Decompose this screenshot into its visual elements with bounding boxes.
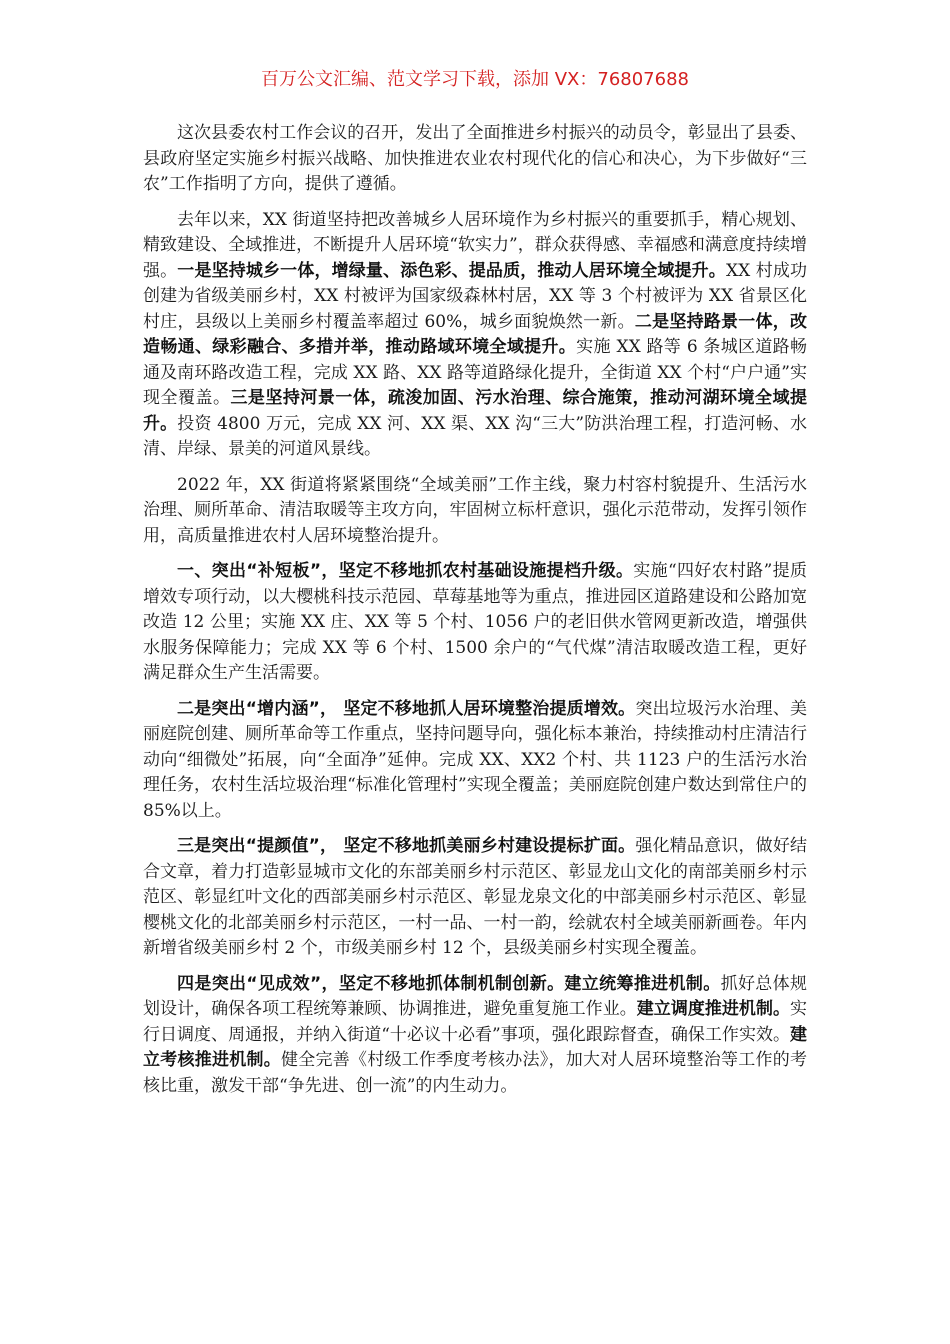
bold-heading-run: 三是坚持河景一体，疏浚加固、污水治理、综合施策，推动河湖环境全域提升。 xyxy=(143,388,808,434)
paragraph-7 xyxy=(143,972,807,1100)
bold-heading-run: 建立调度推进机制。 xyxy=(636,999,791,1019)
paragraph-1 xyxy=(143,121,807,198)
text-run: 去年以来，XX 街道坚持把改善城乡人居环境作为乡村振兴的重要抓手，精心规划、精致建设、全域推进，不断提升人居环境“软实力”，群众获得感、幸福感和满意度持续增强。 xyxy=(143,209,807,281)
text-run: XX 村成功创建为省级美丽乡村，XX 村被评为国家级森林村居，XX 等 3 个村被评为 XX 省景区化村庄，县级以上美丽乡村覆盖率超过 60%，城乡面貌焕然一新。 xyxy=(143,260,808,332)
paragraph-6 xyxy=(143,834,807,962)
paragraph-4 xyxy=(143,559,807,687)
text-run: 投资 4800 万元，完成 XX 河、XX 渠、XX 沟“三大”防洪治理工程，打造河畅、水清、岸绿、景美的河道风景线。 xyxy=(143,413,807,459)
paragraph-3 xyxy=(143,473,807,550)
text-run: 2022 年，XX 街道将紧紧围绕“全域美丽”工作主线，聚力村容村貌提升、生活污水治理、厕所革命、清洁取暖等主攻方向，牢固树立标杆意识，强化示范带动，发挥引领作用，高质量推进农村人居环境整治提升。 xyxy=(143,474,807,546)
text-run: 健全完善《村级工作季度考核办法》，加大对人居环境整治等工作的考核比重，激发干部“争先进、创一流”的内生动力。 xyxy=(143,1050,807,1096)
bold-heading-run: 建立考核推进机制。 xyxy=(143,1024,807,1070)
bold-heading-run: 一是坚持城乡一体，增绿量、添色彩、提品质，推动人居环境全域提升。 xyxy=(177,260,726,281)
text-run: 强化精品意识，做好结合文章，着力打造彰显城市文化的东部美丽乡村示范区、彰显龙山文化的南部美丽乡村示范区、彰显红叶文化的西部美丽乡村示范区、彰显龙泉文化的中部美丽乡村示范区、彰显樱桃文化的北部美丽乡村示范区，一村一品、一村一韵，绘就农村全域美丽新画卷。年内新增省级美丽乡村 2 个，市级美丽乡村 12 个，县级美丽乡村实现全覆盖。 xyxy=(143,836,807,958)
paragraph-2 xyxy=(143,208,807,463)
paragraph-5 xyxy=(143,697,807,825)
bold-heading-run: 二是突出“增内涵”， 坚定不移地抓人居环境整治提质增效。 xyxy=(177,698,636,719)
bold-heading-run: 一、突出“补短板”，坚定不移地抓农村基础设施提档升级。 xyxy=(177,561,634,581)
text-run: 实施“四好农村路”提质增效专项行动，以大樱桃科技示范园、草莓基地等为重点，推进园区道路建设和公路加宽改造 12 公里；实施 XX 庄、XX 等 5 个村、1056 户的老旧供水管网更新改造，增强供水服务保障能力；完成 XX 等 6 个村、1500 余户的“气代煤”清洁取暖改造工程，更好满足群众生产生活需要。 xyxy=(143,561,807,683)
promo-banner: 百万公文汇编、范文学习下载，添加 VX：76807688 xyxy=(261,69,689,90)
article-body xyxy=(143,121,807,1109)
text-run: 实行日调度、周通报，并纳入街道“十必议十必看”事项，强化跟踪督查，确保工作实效。 xyxy=(143,999,808,1045)
text-run: 抓好总体规划设计，确保各项工程统筹兼顾、协调推进，避免重复施工作业。 xyxy=(143,973,807,1019)
text-run: 实施 XX 路等 6 条城区道路畅通及南环路改造工程，完成 XX 路、XX 路等道路绿化提升，全街道 XX 个村“户户通”实现全覆盖。 xyxy=(143,337,808,408)
bold-heading-run: 三是突出“提颜值”， 坚定不移地抓美丽乡村建设提标扩面。 xyxy=(177,836,636,856)
text-run: 这次县委农村工作会议的召开，发出了全面推进乡村振兴的动员令，彰显出了县委、县政府坚定实施乡村振兴战略、加快推进农业农村现代化的信心和决心，为下步做好“三农”工作指明了方向，提供了遵循。 xyxy=(143,123,807,194)
text-run: 突出垃圾污水治理、美丽庭院创建、厕所革命等工作重点，坚持问题导向，强化标本兼治，持续推动村庄清洁行动向“细微处”拓展，向“全面净”延伸。完成 XX、XX2 个村、共 1123 户的生活污水治理任务，农村生活垃圾治理“标准化管理村”实现全覆盖；美丽庭院创建户数达到常住户的 85%以上。 xyxy=(143,698,807,821)
bold-heading-run: 四是突出“见成效”，坚定不移地抓体制机制创新。建立统筹推进机制。 xyxy=(177,973,721,994)
bold-heading-run: 二是坚持路景一体，改造畅通、绿彩融合、多措并举，推动路域环境全域提升。 xyxy=(143,311,807,357)
